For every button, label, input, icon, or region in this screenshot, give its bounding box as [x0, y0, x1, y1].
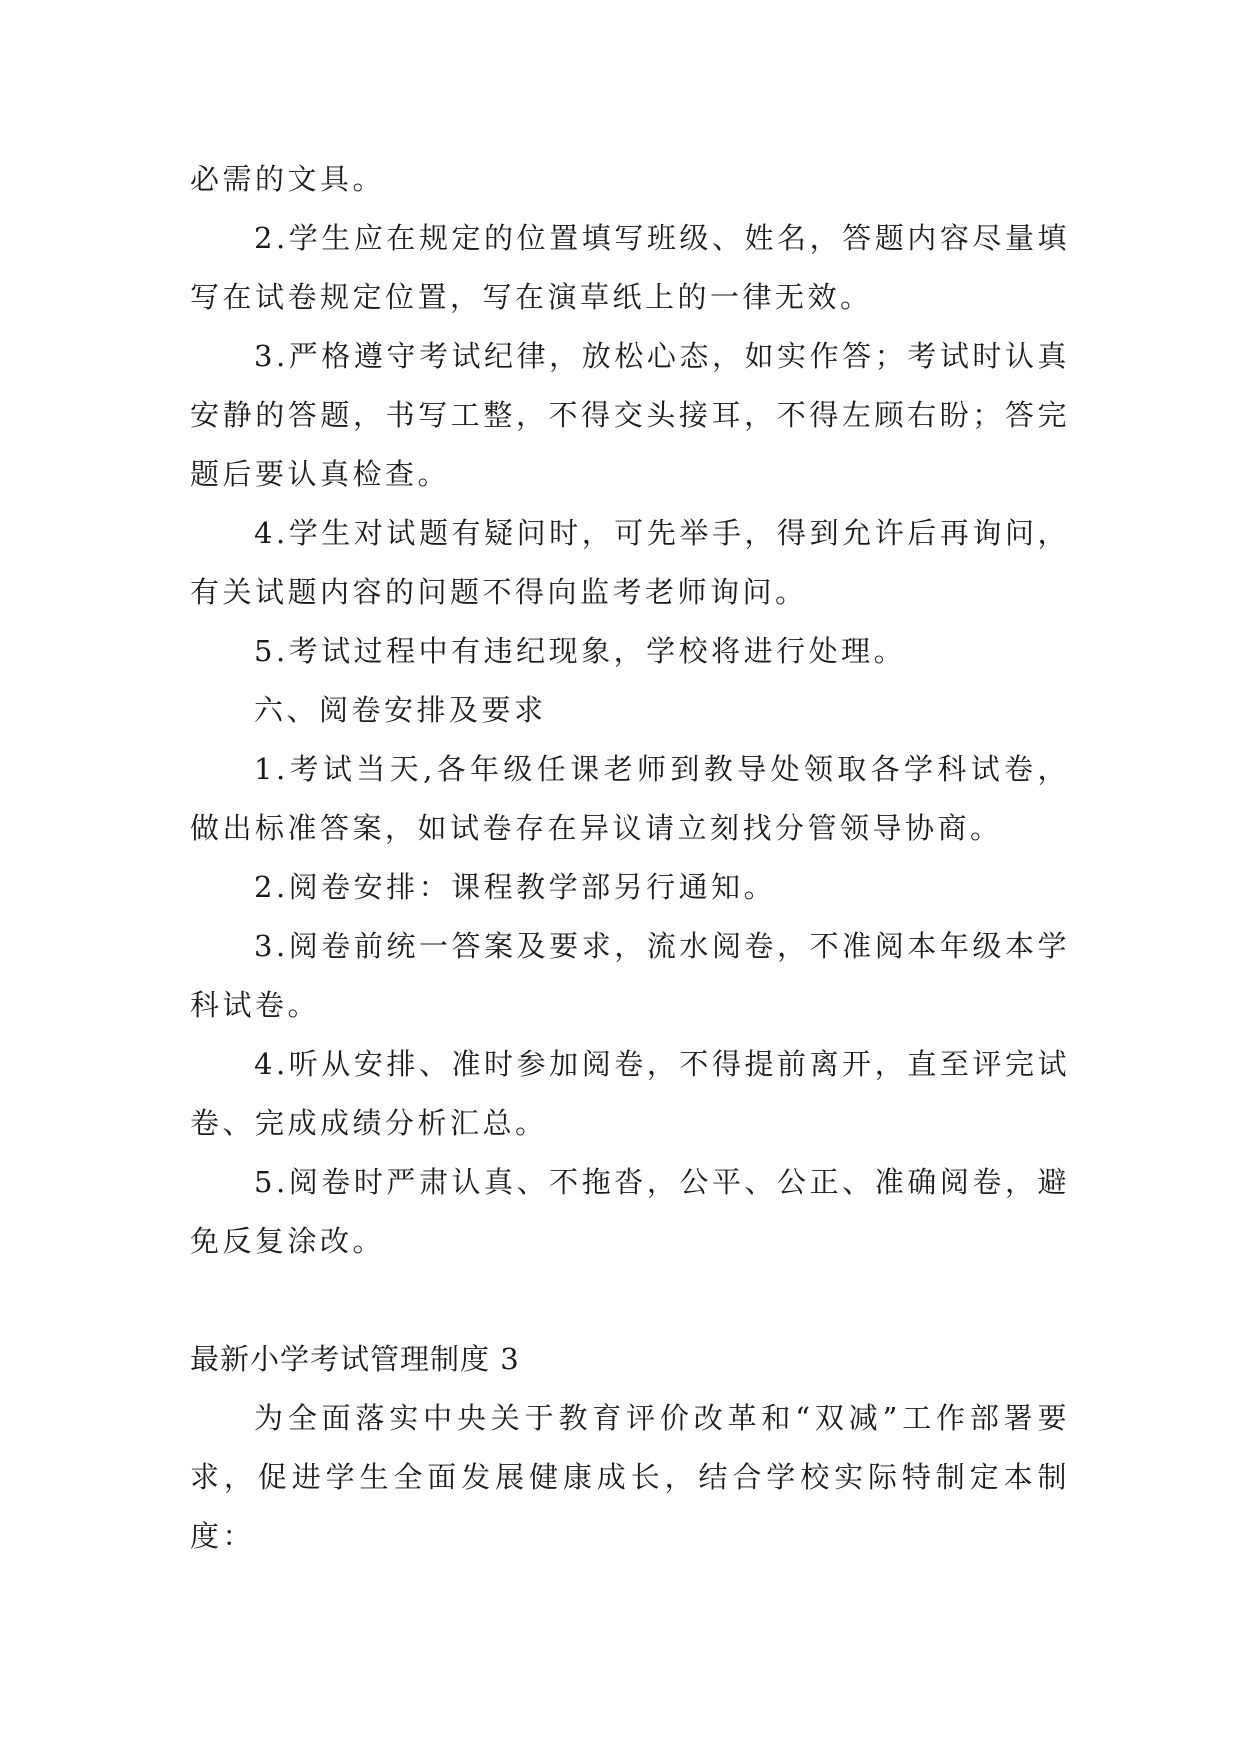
paragraph: 5.阅卷时严肃认真、不拖沓，公平、公正、准确阅卷，避免反复涂改。 [190, 1165, 1070, 1258]
paragraph: 为全面落实中央关于教育评价改革和“双减”工作部署要求，促进学生全面发展健康成长，结合学校实际特制定本制度： [190, 1401, 1070, 1553]
paragraph: 5.考试过程中有违纪现象，学校将进行处理。 [254, 634, 907, 668]
paragraph: 2.学生应在规定的位置填写班级、姓名，答题内容尽量填写在试卷规定位置，写在演草纸上的一律无效。 [190, 221, 1070, 314]
paragraph: 4.学生对试题有疑问时，可先举手，得到允许后再询问，有关试题内容的问题不得向监考老师询问。 [190, 516, 1070, 609]
paragraph: 1.考试当天,各年级任课老师到教导处领取各学科试卷，做出标准答案，如试卷存在异议请立刻找分管领导协商。 [190, 752, 1070, 845]
paragraph: 2.阅卷安排：课程教学部另行通知。 [254, 870, 777, 904]
paragraph: 3.严格遵守考试纪律，放松心态，如实作答；考试时认真安静的答题，书写工整，不得交头接耳，不得左顾右盼；答完题后要认真检查。 [190, 339, 1070, 491]
document-title: 最新小学考试管理制度 3 [190, 1342, 520, 1376]
paragraph: 必需的文具。 [190, 162, 386, 196]
section-heading: 六、阅卷安排及要求 [254, 693, 547, 727]
paragraph: 3.阅卷前统一答案及要求，流水阅卷，不准阅本年级本学科试卷。 [190, 929, 1070, 1022]
paragraph: 4.听从安排、准时参加阅卷，不得提前离开，直至评完试卷、完成成绩分析汇总。 [190, 1047, 1070, 1140]
document-body [190, 150, 1070, 1566]
